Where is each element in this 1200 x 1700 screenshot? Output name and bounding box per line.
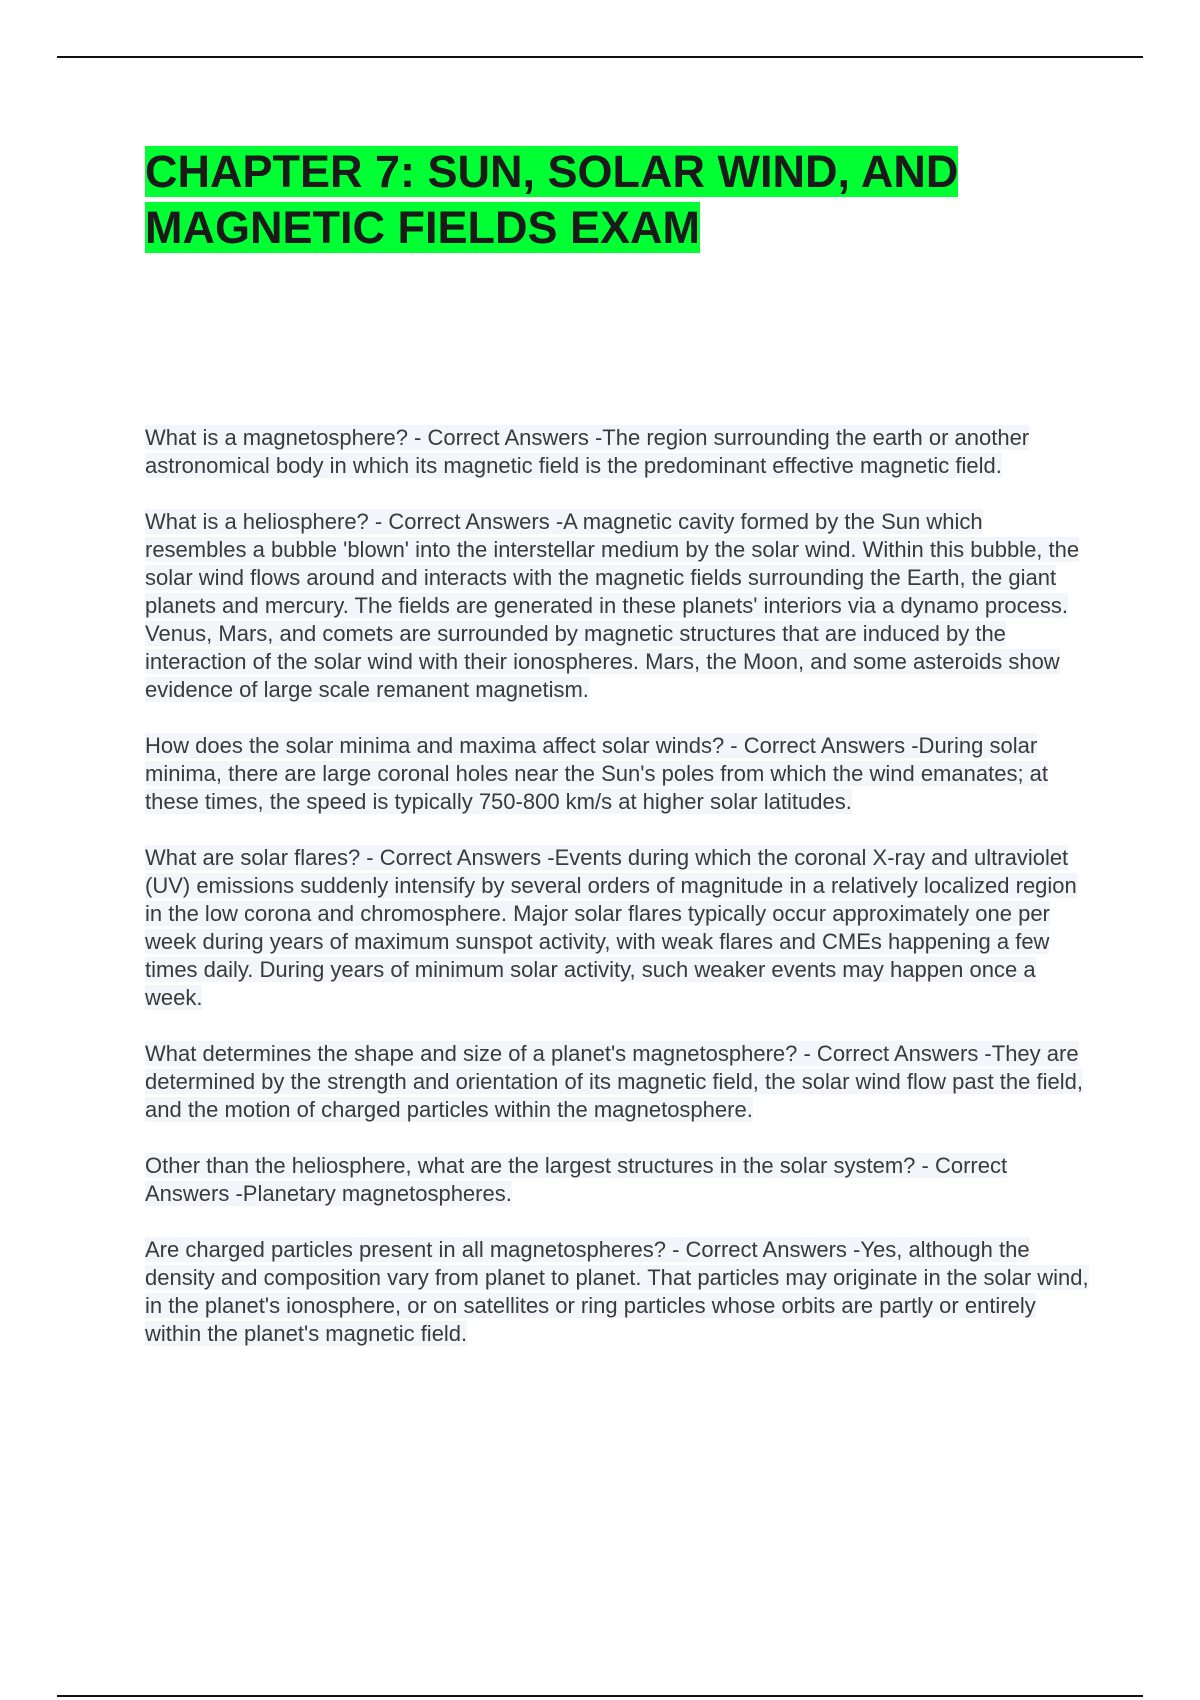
bottom-rule [57,1695,1143,1697]
page-title [145,144,1085,256]
qa-text: Are charged particles present in all magnetospheres? - Correct Answers -Yes, although the density and composition vary from planet to planet. That particles may originate in the solar wind, in the planet's ionosphere, or on satellites or ring particles whose orbits are partly or entirely within the planet's magnetic field. [145,1237,1089,1346]
qa-text: What are solar flares? - Correct Answers -Events during which the coronal X-ray and ultraviolet (UV) emissions suddenly intensify by several orders of magnitude in a relatively localized region in the low corona and chromosphere. Major solar flares typically occur approximately one per week during years of maximum sunspot activity, with weak flares and CMEs happening a few times daily. During years of minimum solar activity, such weaker events may happen once a week. [145,845,1077,1010]
qa-item [145,732,1090,816]
qa-list [145,424,1090,1376]
qa-text: What determines the shape and size of a planet's magnetosphere? - Correct Answers -They are determined by the strength and orientation of its magnetic field, the solar wind flow past the field, and the motion of charged particles within the magnetosphere. [145,1041,1083,1122]
qa-item [145,1040,1090,1124]
page-title-text: CHAPTER 7: SUN, SOLAR WIND, AND MAGNETIC FIELDS EXAM [145,146,959,253]
qa-text: Other than the heliosphere, what are the largest structures in the solar system? - Correct Answers -Planetary magnetospheres. [145,1153,1008,1206]
qa-item [145,508,1090,704]
qa-item [145,424,1090,480]
qa-item [145,1152,1090,1208]
qa-item [145,1236,1090,1348]
qa-item [145,844,1090,1012]
qa-text: What is a magnetosphere? - Correct Answers -The region surrounding the earth or another astronomical body in which its magnetic field is the predominant effective magnetic field. [145,425,1030,478]
qa-text: What is a heliosphere? - Correct Answers -A magnetic cavity formed by the Sun which resembles a bubble 'blown' into the interstellar medium by the solar wind. Within this bubble, the solar wind flows around and interacts with the magnetic fields surrounding the Earth, the giant planets and mercury. The fields are generated in these planets' interiors via a dynamo process. Venus, Mars, and comets are surrounded by magnetic structures that are induced by the interaction of the solar wind with their ionospheres. Mars, the Moon, and some asteroids show evidence of large scale remanent magnetism. [145,509,1080,702]
qa-text: How does the solar minima and maxima affect solar winds? - Correct Answers -During solar minima, there are large coronal holes near the Sun's poles from which the wind emanates; at these times, the speed is typically 750-800 km/s at higher solar latitudes. [145,733,1049,814]
top-rule [57,56,1143,58]
